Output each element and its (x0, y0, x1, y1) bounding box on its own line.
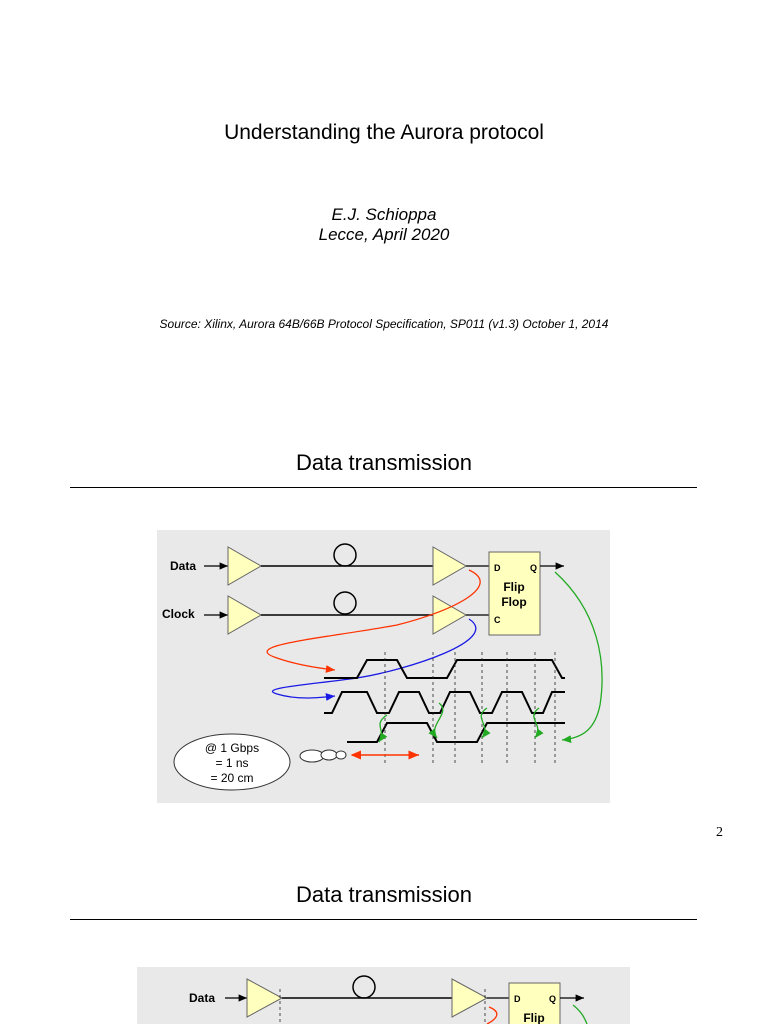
source-citation: Source: Xilinx, Aurora 64B/66B Protocol Specification, SP011 (v1.3) October 1, 2014 (159, 317, 609, 331)
heading-rule-2 (70, 919, 697, 920)
data-transmission-figure-2 (137, 967, 630, 1024)
ff-d-pin-2: D (514, 994, 521, 1004)
page-number: 2 (716, 825, 723, 840)
cloud-line3: = 20 cm (210, 771, 254, 785)
slide-heading: Data transmission (295, 450, 473, 475)
heading-rule (70, 487, 697, 488)
clock-signal-label: Clock (162, 607, 195, 621)
location-date: Lecce, April 2020 (318, 225, 450, 244)
ff-label-line1-2: Flip (523, 1011, 545, 1024)
document-title: Understanding the Aurora protocol (224, 121, 544, 144)
ff-label-line1: Flip (503, 580, 525, 594)
ff-q-pin: Q (530, 563, 538, 573)
data-signal-label: Data (170, 559, 197, 573)
data-signal-label-2: Data (189, 991, 216, 1005)
ff-c-pin: C (494, 615, 501, 625)
cloud-line1: @ 1 Gbps (204, 741, 260, 755)
data-transmission-figure (157, 530, 610, 803)
ff-q-pin-2: Q (549, 994, 557, 1004)
ff-label-line2: Flop (501, 595, 527, 609)
author-name: E.J. Schioppa (331, 205, 437, 224)
cloud-line2: = 1 ns (215, 756, 249, 770)
ff-d-pin: D (494, 563, 501, 573)
slide-heading-2: Data transmission (295, 882, 473, 907)
